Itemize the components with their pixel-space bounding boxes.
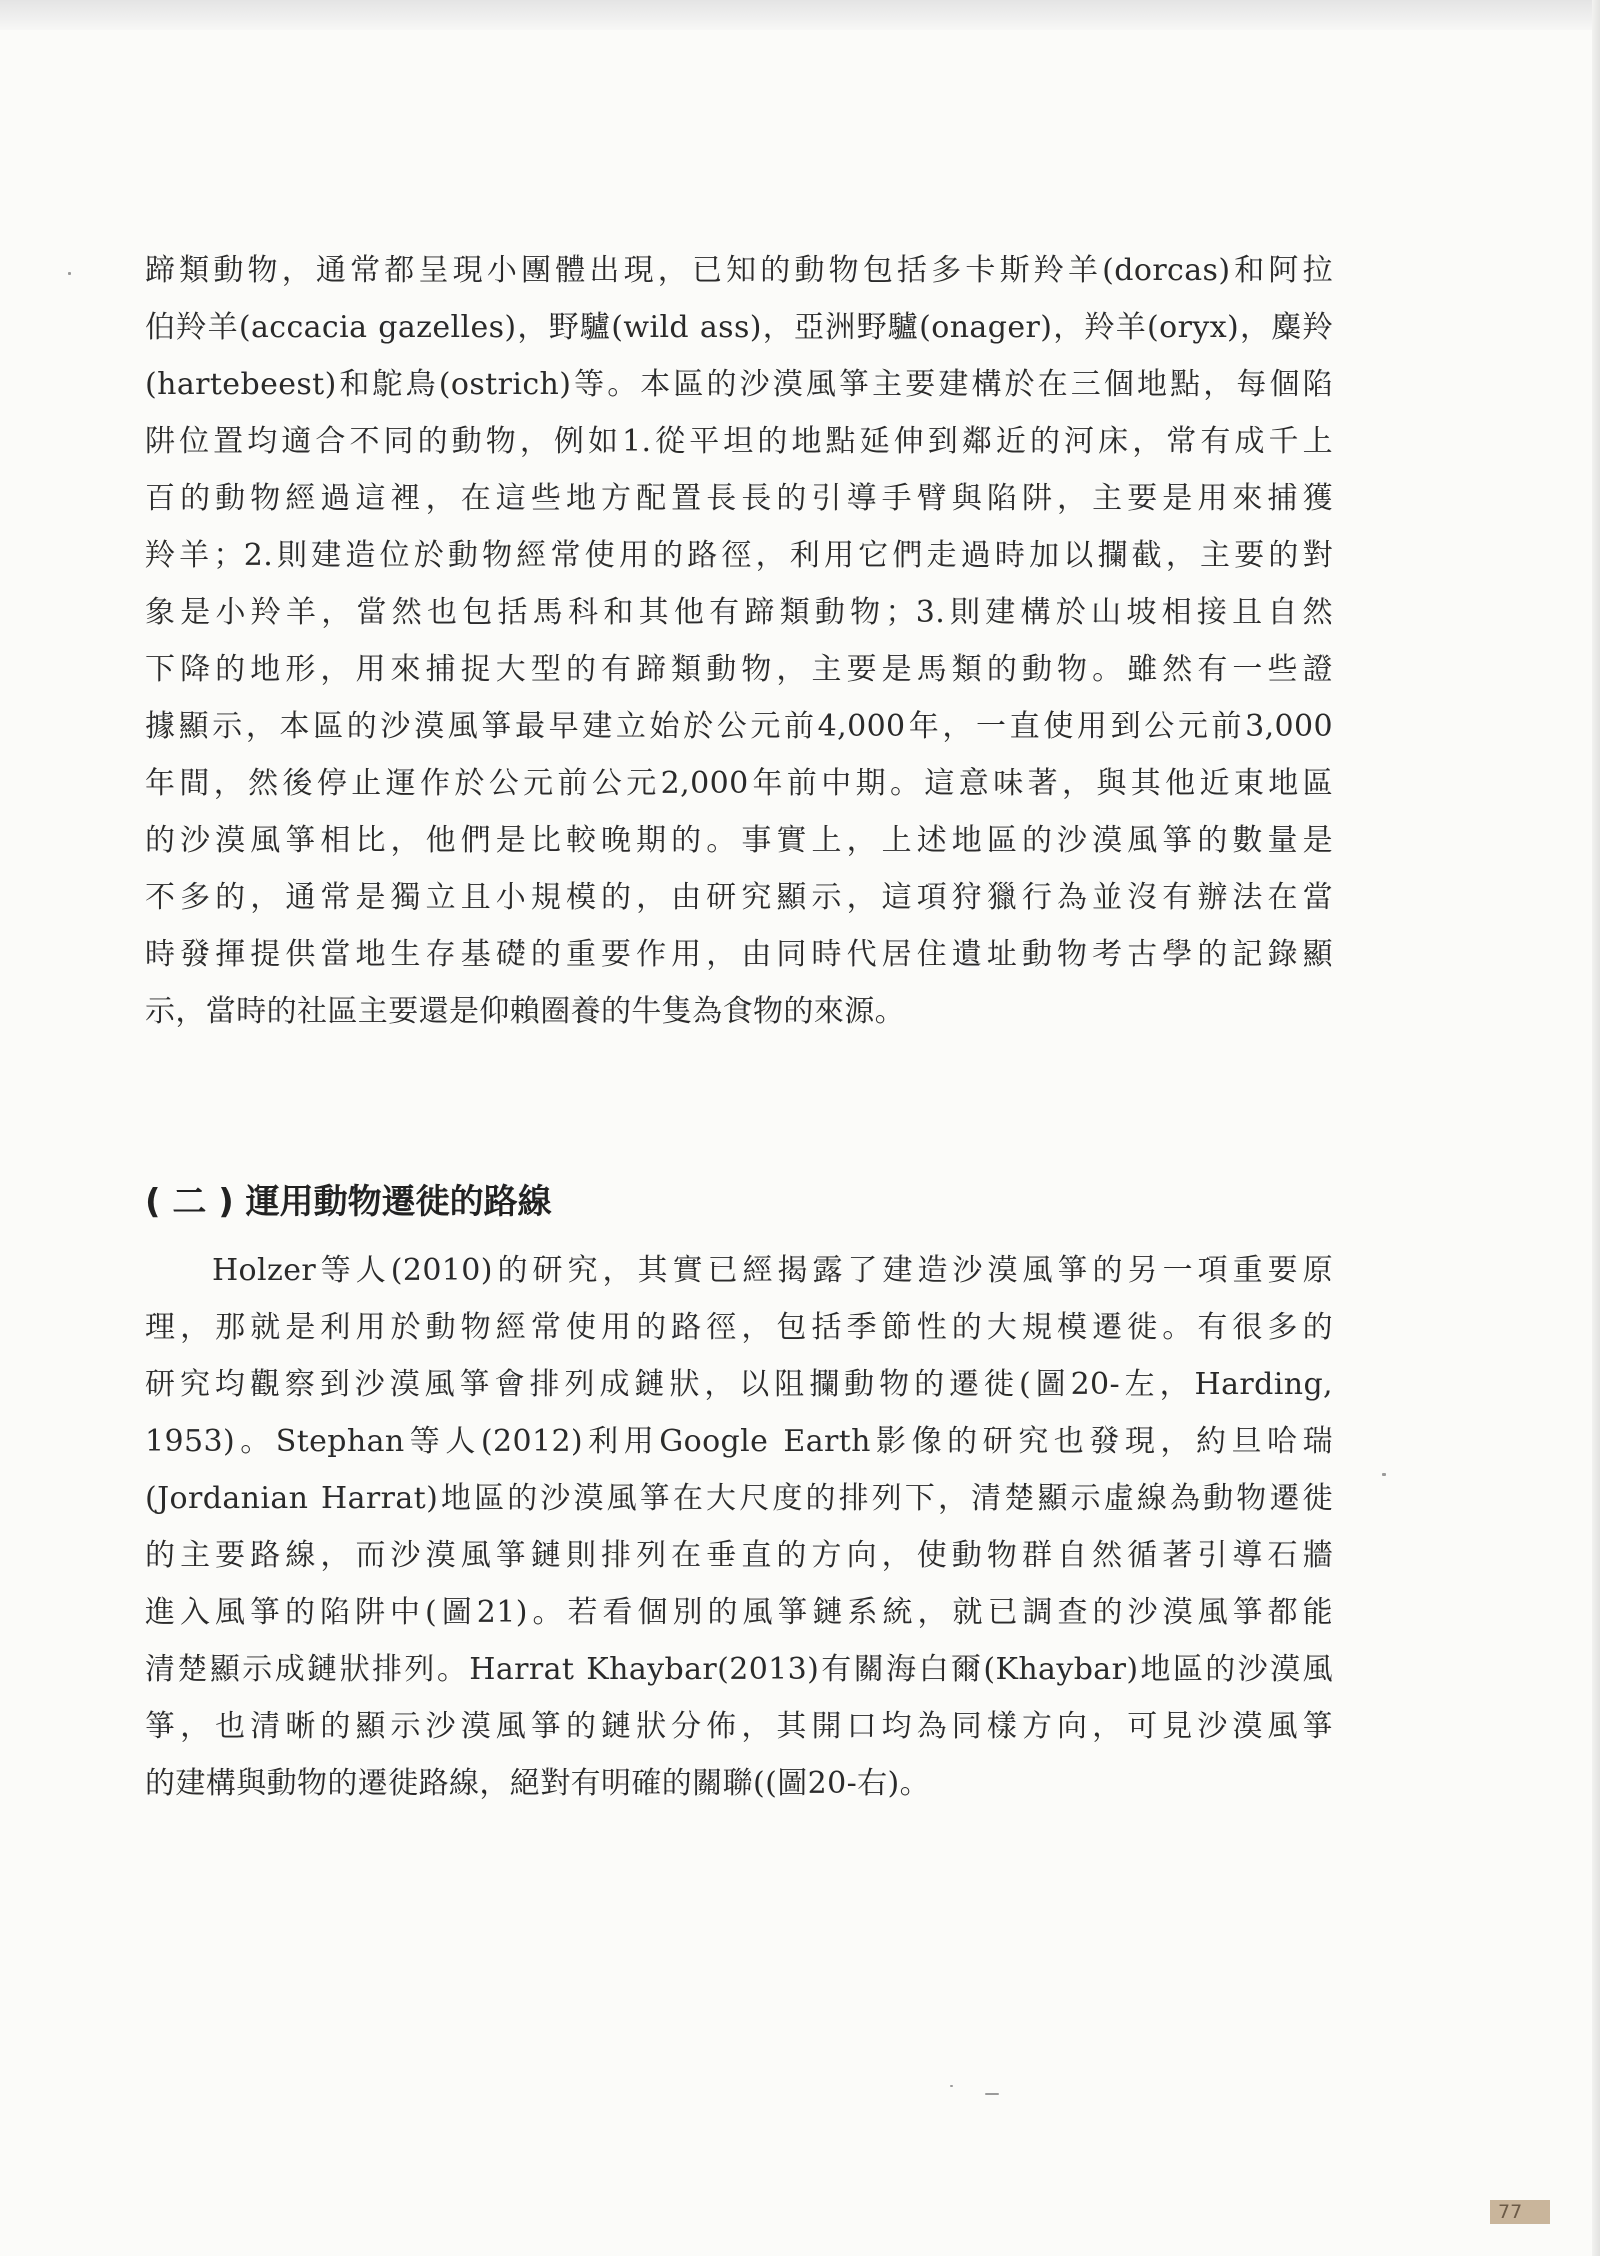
text-line: 蹄類動物，通常都呈現小團體出現，已知的動物包括多卡斯羚羊(dorcas)和阿拉: [145, 253, 1333, 288]
scan-speck: [950, 2085, 953, 2087]
text-line: 下降的地形，用來捕捉大型的有蹄類動物，主要是馬類的動物。雖然有一些證: [145, 652, 1333, 687]
text-line: 的主要路線，而沙漠風箏鏈則排列在垂直的方向，使動物群自然循著引導石牆: [145, 1538, 1333, 1573]
scan-shadow-top: [0, 0, 1600, 30]
text-line: 不多的，通常是獨立且小規模的，由研究顯示，這項狩獵行為並沒有辦法在當: [145, 880, 1333, 915]
scan-speck: [1382, 1473, 1386, 1476]
text-line: Holzer等人(2010)的研究，其實已經揭露了建造沙漠風箏的另一項重要原: [212, 1253, 1333, 1288]
text-line: 的建構與動物的遷徙路線，絕對有明確的關聯((圖20-右)。: [145, 1766, 931, 1801]
text-line: (Jordanian Harrat)地區的沙漠風箏在大尺度的排列下，清楚顯示虛線為動物遷徙: [145, 1481, 1333, 1516]
page-number: 77: [1490, 2200, 1550, 2224]
scan-shadow-right: [1592, 0, 1600, 2256]
text-line: 羚羊；2.則建造位於動物經常使用的路徑，利用它們走過時加以攔截，主要的對: [145, 538, 1333, 573]
text-line: 年間，然後停止運作於公元前公元2,000年前中期。這意味著，與其他近東地區: [145, 766, 1333, 801]
text-line: (hartebeest)和鴕鳥(ostrich)等。本區的沙漠風箏主要建構於在三個地點，每個陷: [145, 367, 1333, 402]
text-line: 箏，也清晰的顯示沙漠風箏的鏈狀分佈，其開口均為同樣方向，可見沙漠風箏: [145, 1709, 1333, 1744]
scan-speck: [68, 272, 71, 275]
text-line: 清楚顯示成鏈狀排列。Harrat Khaybar(2013)有關海白爾(Khaybar)地區的沙漠風: [145, 1652, 1333, 1687]
text-line: 伯羚羊(accacia gazelles)，野驢(wild ass)，亞洲野驢(onager)，羚羊(oryx)，麋羚: [145, 310, 1333, 345]
text-line: 時發揮提供當地生存基礎的重要作用，由同時代居住遺址動物考古學的記錄顯: [145, 937, 1333, 972]
text-line: 阱位置均適合不同的動物，例如1.從平坦的地點延伸到鄰近的河床，常有成千上: [145, 424, 1333, 459]
text-line: 象是小羚羊，當然也包括馬科和其他有蹄類動物；3.則建構於山坡相接且自然: [145, 595, 1333, 630]
text-line: 的沙漠風箏相比，他們是比較晚期的。事實上，上述地區的沙漠風箏的數量是: [145, 823, 1333, 858]
text-line: 理，那就是利用於動物經常使用的路徑，包括季節性的大規模遷徙。有很多的: [145, 1310, 1333, 1345]
text-line: 百的動物經過這裡，在這些地方配置長長的引導手臂與陷阱，主要是用來捕獲: [145, 481, 1333, 516]
text-line: 研究均觀察到沙漠風箏會排列成鏈狀，以阻攔動物的遷徙(圖20-左，Harding,: [145, 1367, 1333, 1402]
text-line: 1953)。Stephan等人(2012)利用Google Earth影像的研究也發現，約旦哈瑞: [145, 1424, 1333, 1459]
text-line: 示，當時的社區主要還是仰賴圈養的牛隻為食物的來源。: [145, 994, 905, 1029]
scan-speck: [985, 2093, 999, 2095]
text-line: 據顯示，本區的沙漠風箏最早建立始於公元前4,000年，一直使用到公元前3,000: [145, 709, 1333, 744]
section-heading: ( 二 ) 運用動物遷徙的路線: [145, 1182, 552, 1222]
text-line: 進入風箏的陷阱中(圖21)。若看個別的風箏鏈系統，就已調查的沙漠風箏都能: [145, 1595, 1333, 1630]
